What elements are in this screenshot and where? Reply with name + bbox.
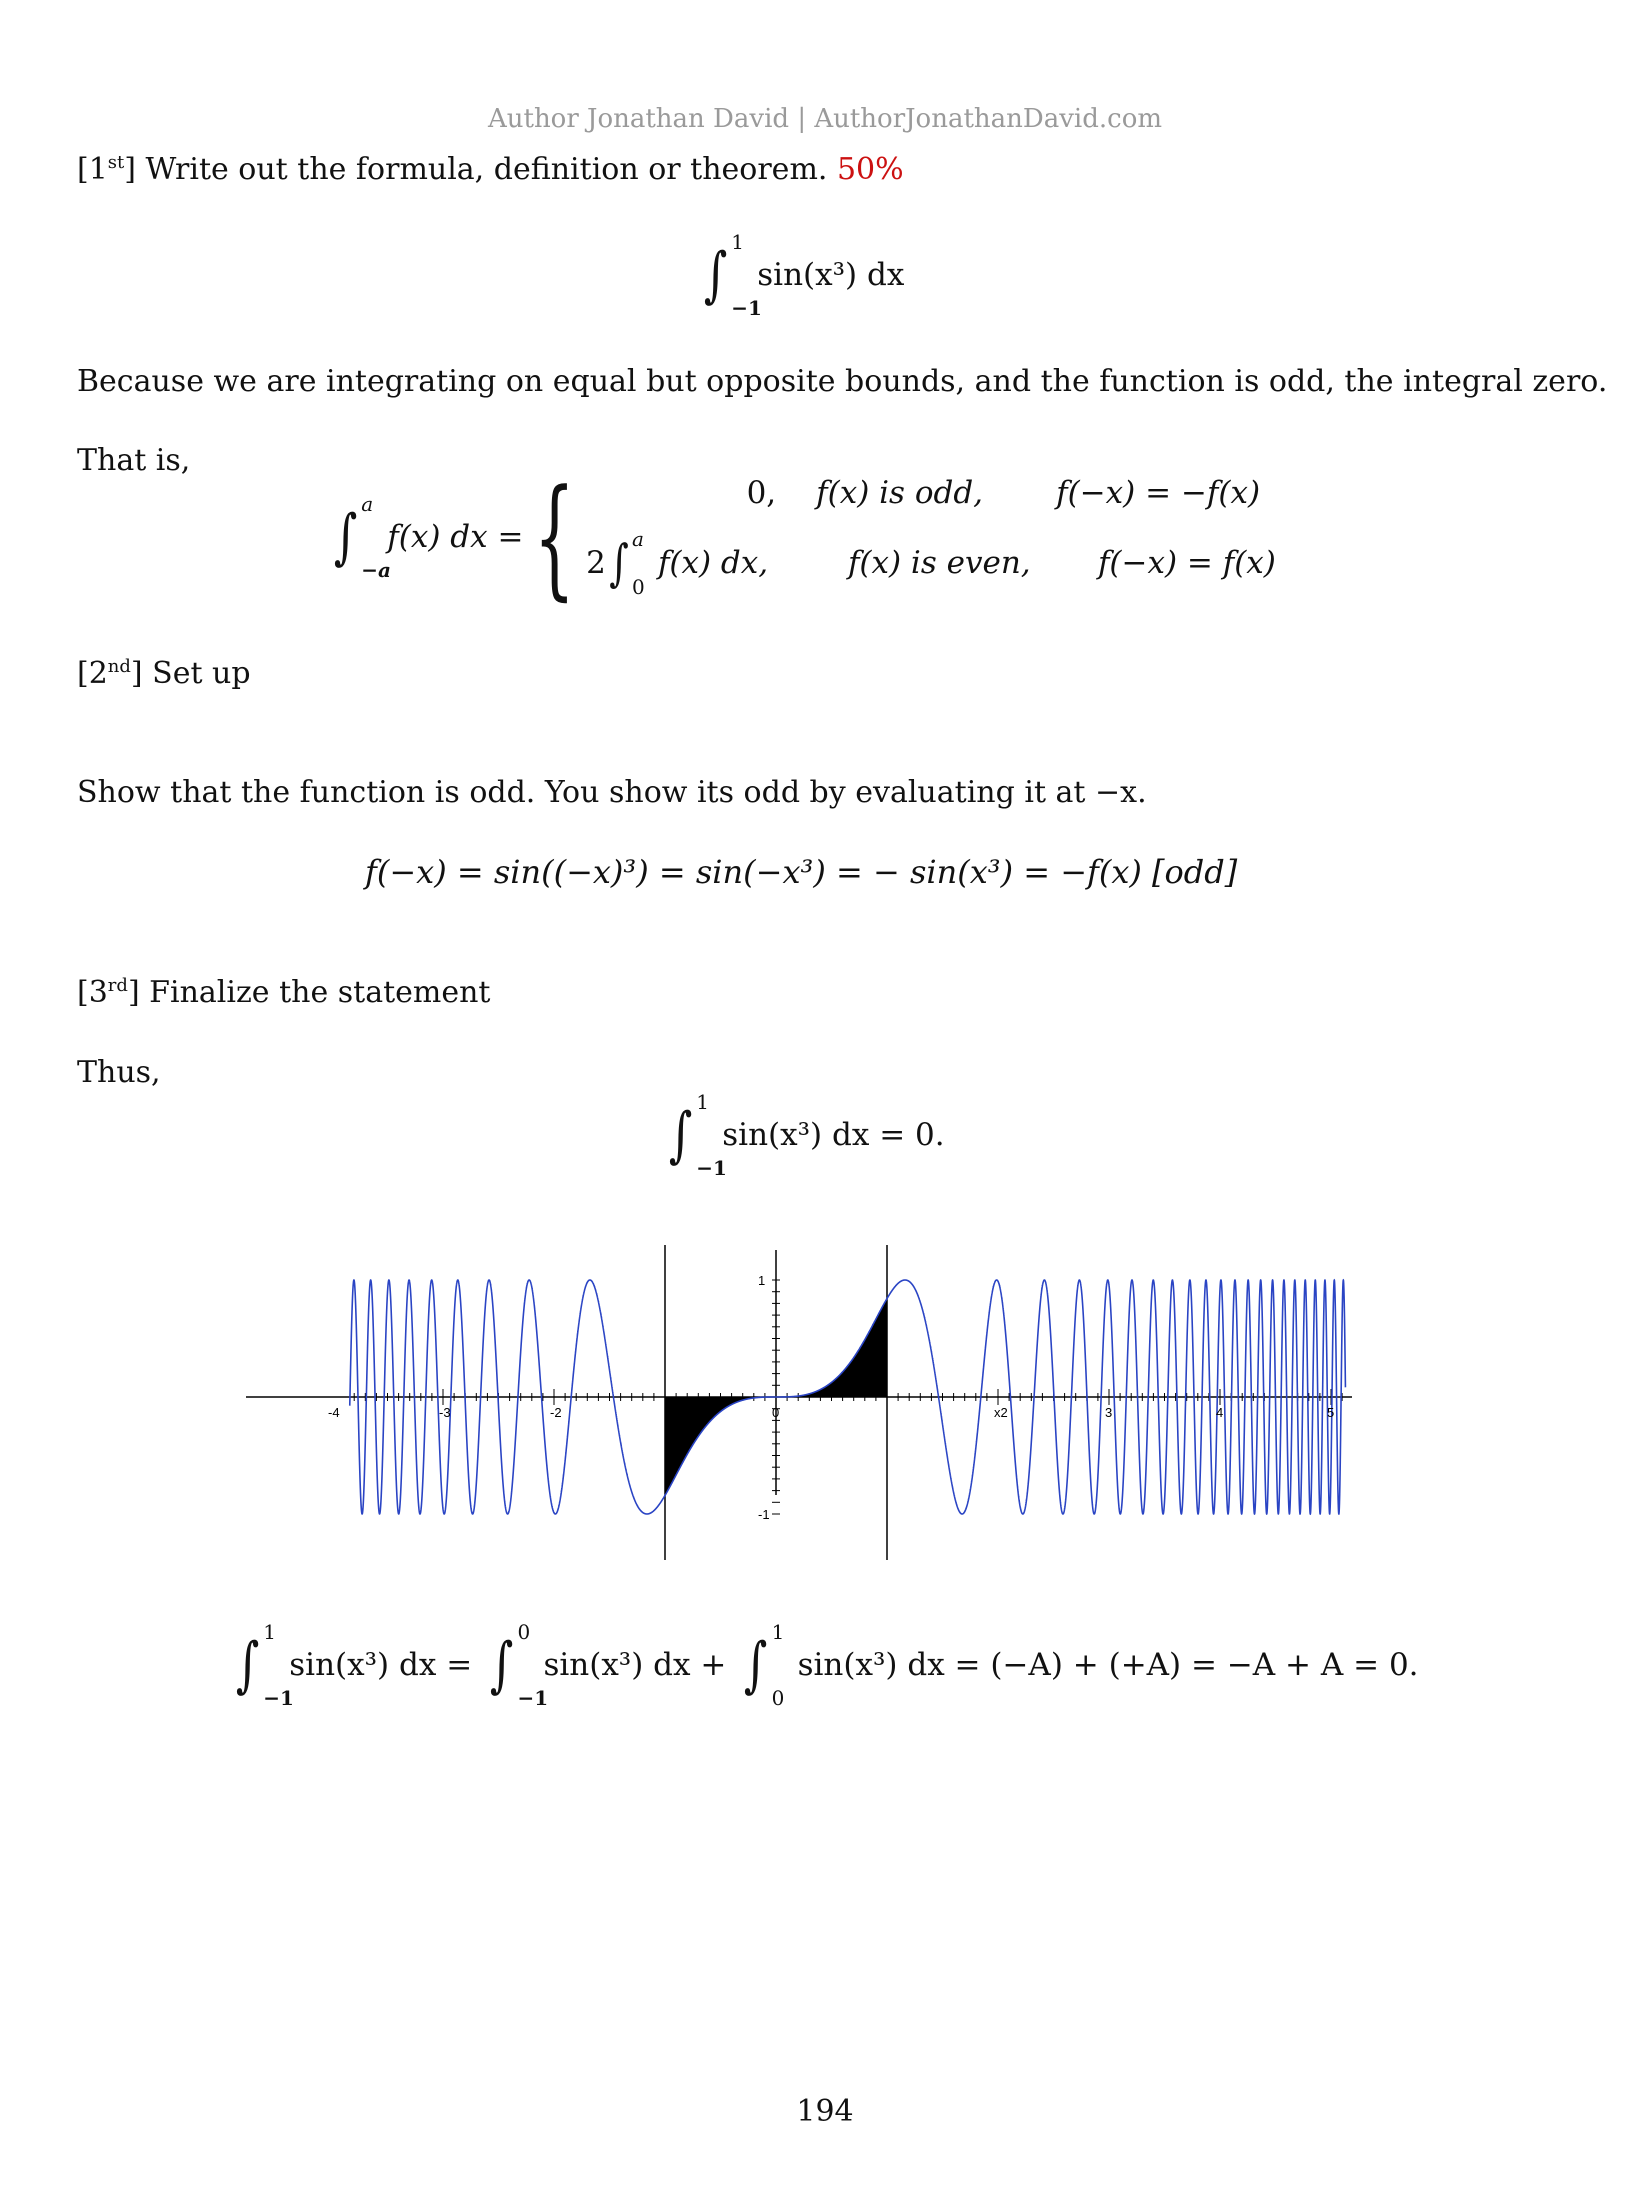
that-is-text: That is, (77, 443, 191, 478)
page-header: Author Jonathan David | AuthorJonathanDavid.com (487, 104, 1163, 134)
x-tick-label: -4 (328, 1405, 340, 1420)
x-tick-label: 4 (1216, 1405, 1224, 1420)
x-tick-label: -3 (439, 1405, 451, 1420)
step2-heading: [2nd] Set up (77, 656, 251, 691)
x-tick-label: 3 (1105, 1405, 1113, 1420)
percent-badge: 50% (836, 152, 904, 187)
step3-heading: [3rd] Finalize the statement (77, 975, 491, 1010)
thus-text: Thus, (77, 1055, 161, 1090)
odd-equation: f(−x) = sin((−x)³) = sin(−x³) = − sin(x³) = −f(x) [odd] (365, 853, 1238, 891)
sin-x-cubed-graph (246, 1245, 1352, 1560)
integral-sign: ∫ (703, 240, 728, 310)
x-tick-label: x2 (994, 1405, 1008, 1420)
x-tick-label: -2 (550, 1405, 562, 1420)
x-tick-label: 5 (1327, 1405, 1335, 1420)
piecewise-definition: ∫ a −a f(x) dx = { 0, f(x) is odd, f(−x) = −f(x) 2 ∫ a 0 f(x) dx, f(x) is even, f(−x) = f(x) (333, 461, 1276, 613)
because-paragraph: Because we are integrating on equal but opposite bounds, and the function is odd, the integral zero. (77, 364, 1608, 399)
y-tick-label: -1 (758, 1507, 770, 1522)
y-tick-label: 1 (758, 1273, 766, 1288)
step1-heading: [1st] Write out the formula, definition or theorem. 50% (77, 152, 904, 187)
brace: { (534, 461, 576, 613)
integrand: sin(x³) dx (757, 257, 905, 293)
show-odd-paragraph: Show that the function is odd. You show its odd by evaluating it at −x. (77, 775, 1147, 810)
case-even: 2 ∫ a 0 f(x) dx, f(x) is even, f(−x) = f(x) (586, 527, 1276, 599)
integral-equation-1: ∫ 1 −1 sin(x³) dx (703, 230, 905, 320)
x-tick-label: 0 (772, 1405, 780, 1420)
page-number: 194 (796, 2094, 854, 2129)
integral-equation-3: ∫ 1 −1 sin(x³) dx = 0. (668, 1090, 945, 1180)
final-equation: ∫ 1 −1 sin(x³) dx = ∫ 0 −1 sin(x³) dx + ∫ 1 0 sin(x³) dx = (−A) + (+A) = −A + A = 0. (235, 1620, 1419, 1710)
case-odd: 0, f(x) is odd, f(−x) = −f(x) (746, 475, 1261, 511)
